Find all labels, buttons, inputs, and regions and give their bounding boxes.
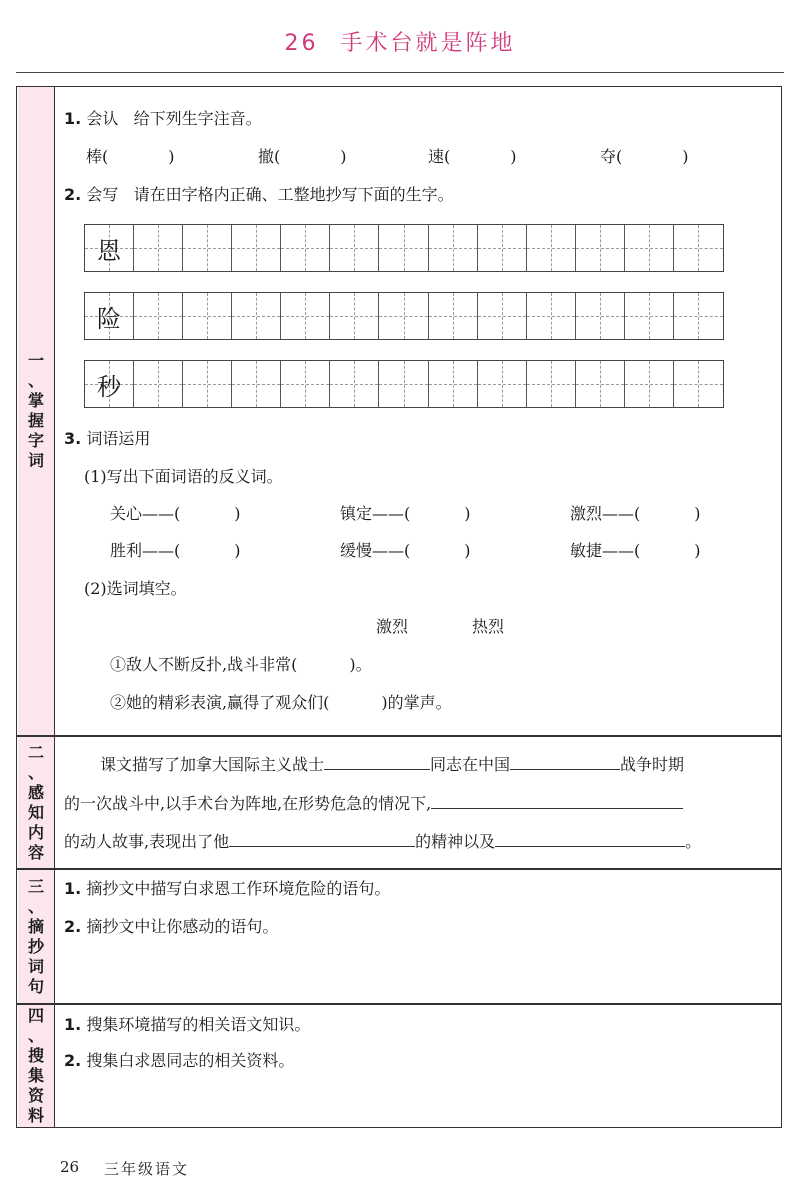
paren-close: ) (694, 541, 701, 560)
q-text: 摘抄文中让你感动的语句。 (86, 917, 279, 936)
label-char: 内 (27, 822, 44, 842)
section-label-4 (18, 1005, 55, 1127)
label-char: 掌 (27, 391, 44, 410)
paren-close: ) (168, 147, 175, 166)
antonym-item[interactable] (570, 503, 701, 525)
fill-sentence-2[interactable] (110, 692, 452, 714)
s3-q1 (64, 878, 390, 900)
fill-sentence-1[interactable] (110, 654, 372, 676)
s3-q2 (64, 916, 278, 938)
label-char: 摘 (27, 916, 44, 936)
antonym-item[interactable] (340, 503, 471, 525)
q-text: 搜集白求恩同志的相关资料。 (86, 1051, 295, 1070)
content-line-3 (64, 830, 701, 853)
antonym-word: 镇定——( (340, 504, 411, 523)
text-part: 。 (685, 832, 702, 851)
antonym-word: 缓慢——( (340, 541, 411, 560)
answer-blank[interactable] (495, 830, 685, 847)
pinyin-char: 棒( (86, 147, 109, 166)
label-char: 料 (27, 1106, 44, 1125)
section-divider (17, 868, 781, 870)
title-rule (16, 72, 784, 73)
antonym-item[interactable] (110, 540, 241, 562)
pinyin-char: 速( (428, 147, 451, 166)
page-title (0, 26, 800, 57)
q-text: 摘抄文中描写白求恩工作环境危险的语句。 (86, 879, 391, 898)
content-line-2 (64, 792, 683, 815)
q3-number: 3. (64, 429, 82, 448)
word-option: 激烈 (376, 617, 409, 636)
label-char: 知 (27, 802, 44, 822)
section-label-3 (18, 870, 55, 1003)
q1-tag: 会认 (86, 109, 119, 128)
pinyin-item[interactable] (428, 146, 517, 168)
label-char: 、 (27, 762, 44, 782)
label-char: 四 (27, 1006, 44, 1025)
paren-close: ) (464, 541, 471, 560)
section-divider (17, 1003, 781, 1005)
lesson-number: 26 (284, 31, 319, 56)
label-char: 资 (27, 1086, 44, 1105)
text-part: 的动人故事,表现出了他 (64, 832, 230, 851)
model-char: 险 (97, 304, 122, 333)
antonym-item[interactable] (340, 540, 471, 562)
antonym-word: 关心——( (110, 504, 181, 523)
answer-blank[interactable] (431, 792, 683, 809)
book-title: 三年级语文 (104, 1160, 190, 1178)
section-divider (17, 735, 781, 737)
pinyin-item[interactable] (600, 146, 689, 168)
antonym-word: 敏捷——( (570, 541, 641, 560)
text-part: 的一次战斗中,以手术台为阵地,在形势危急的情况下, (64, 794, 432, 813)
text-part: 课文描写了加拿大国际主义战士 (100, 755, 325, 774)
antonym-item[interactable] (110, 503, 241, 525)
s4-q2 (64, 1050, 294, 1072)
section-label-2 (18, 737, 55, 868)
label-char: 、 (27, 1026, 44, 1045)
s4-q1 (64, 1014, 310, 1036)
label-char: 感 (27, 782, 44, 802)
q-number: 2. (64, 917, 82, 936)
label-char: 容 (27, 842, 44, 862)
label-char: 一 (27, 351, 44, 370)
paren-close: ) (234, 504, 241, 523)
paren-close: ) (694, 504, 701, 523)
content-line-1 (100, 753, 684, 776)
q3-heading (64, 428, 150, 450)
label-char: 句 (27, 976, 44, 996)
paren-close: ) (682, 147, 689, 166)
section-label-1 (18, 87, 55, 735)
pinyin-char: 夺( (600, 147, 623, 166)
q1-heading (64, 108, 262, 130)
label-char: 抄 (27, 936, 44, 956)
sentence-part: ①敌人不断反扑,战斗非常( (110, 655, 298, 674)
label-char: 词 (27, 956, 44, 976)
q1-number: 1. (64, 109, 82, 128)
q-number: 2. (64, 1051, 82, 1070)
antonym-word: 胜利——( (110, 541, 181, 560)
label-char: 字 (27, 431, 44, 450)
pinyin-char: 撤( (258, 147, 281, 166)
sentence-part: ②她的精彩表演,赢得了观众们( (110, 693, 330, 712)
q1-prompt: 给下列生字注音。 (133, 109, 262, 128)
model-char: 秒 (97, 372, 122, 401)
lesson-title: 手术台就是阵地 (340, 31, 516, 56)
antonym-word: 激烈——( (570, 504, 641, 523)
tianzige-row[interactable] (84, 292, 724, 340)
tianzige-row[interactable] (84, 224, 724, 272)
answer-blank[interactable] (229, 830, 415, 847)
paren-close: ) (510, 147, 517, 166)
q2-number: 2. (64, 185, 82, 204)
label-char: 搜 (27, 1046, 44, 1065)
label-char: 集 (27, 1066, 44, 1085)
answer-blank[interactable] (324, 753, 430, 770)
paren-close: ) (340, 147, 347, 166)
q2-prompt: 请在田字格内正确、工整地抄写下面的生字。 (133, 185, 454, 204)
paren-close: ) (464, 504, 471, 523)
text-part: 战争时期 (620, 755, 685, 774)
page-number: 26 (60, 1158, 80, 1176)
paren-close: ) (234, 541, 241, 560)
q2-heading (64, 184, 454, 206)
q-number: 1. (64, 1015, 82, 1034)
tianzige-row[interactable] (84, 360, 724, 408)
q3-title: 词语运用 (86, 429, 151, 448)
answer-blank[interactable] (510, 753, 620, 770)
q-text: 搜集环境描写的相关语文知识。 (86, 1015, 311, 1034)
pinyin-item[interactable] (86, 146, 175, 168)
text-part: 的精神以及 (415, 832, 496, 851)
label-char: 、 (27, 896, 44, 916)
label-char: 二 (27, 742, 44, 762)
pinyin-item[interactable] (258, 146, 347, 168)
label-char: 词 (27, 451, 44, 470)
text-part: 同志在中国 (430, 755, 511, 774)
q3-sub1: (1)写出下面词语的反义词。 (84, 467, 283, 486)
q2-tag: 会写 (86, 185, 119, 204)
label-char: 三 (27, 876, 44, 896)
label-char: 、 (27, 371, 44, 390)
q3-sub2: (2)选词填空。 (84, 579, 187, 598)
word-option: 热烈 (472, 617, 505, 636)
sentence-part: )。 (349, 655, 372, 674)
model-char: 恩 (97, 236, 122, 265)
q-number: 1. (64, 879, 82, 898)
sentence-part: )的掌声。 (381, 693, 452, 712)
label-char: 握 (27, 411, 44, 430)
antonym-item[interactable] (570, 540, 701, 562)
